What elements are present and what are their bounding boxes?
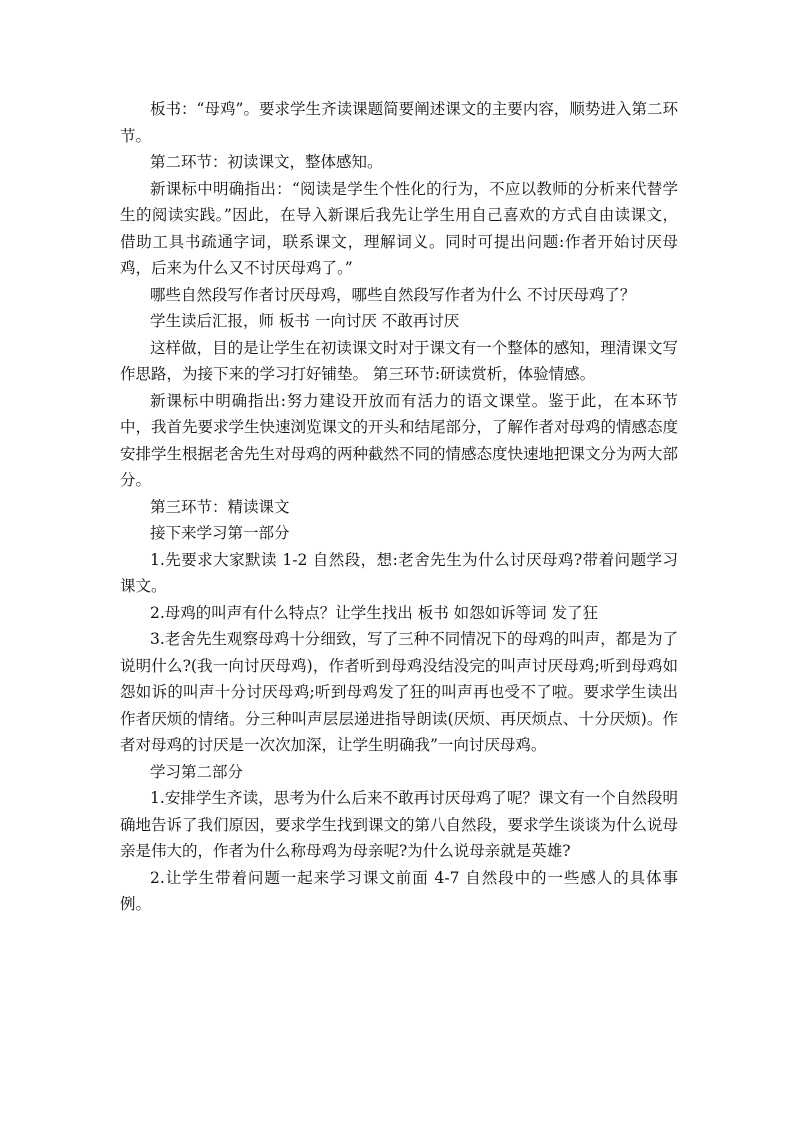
paragraph-student-report: 学生读后汇报，师 板书 一向讨厌 不敢再讨厌 [150, 312, 460, 330]
paragraph-part-two-item-1: 1.安排学生齐读，思考为什么后来不敢再讨厌母鸡了呢？课文有一个自然段明确地告诉了我们原因，要求学生找到课文的第八自然段，要求学生谈谈为什么说母亲是伟大的，作者为什么称母鸡为母亲呢?为什么说母亲就是英雄? [120, 789, 679, 860]
paragraph-part-two-heading: 学习第二部分 [150, 762, 244, 781]
paragraph-part-one-item-2: 2.母鸡的叫声有什么特点？让学生找出 板书 如怨如诉等词 发了狂 [150, 603, 599, 622]
paragraph-part-two-item-2: 2.让学生带着问题一起来学习课文前面 4-7 自然段中的一些感人的具体事例。 [120, 868, 678, 913]
paragraph-question: 哪些自然段写作者讨厌母鸡，哪些自然段写作者为什么 不讨厌母鸡了？ [150, 285, 636, 304]
paragraph-curriculum-reading: 新课标中明确指出：“阅读是学生个性化的行为，不应以教师的分析来代替学生的阅读实践。”因此，在导入新课后我先让学生用自己喜欢的方式自由读课文，借助工具书疏通字词，联系课文，理解词义。同时可提出问题:作者开始讨厌母鸡，后来为什么又不讨厌母鸡了。” [120, 179, 678, 277]
paragraph-part-one-item-3: 3.老舍先生观察母鸡十分细致，写了三种不同情况下的母鸡的叫声，都是为了说明什么?(我一向讨厌母鸡)，作者听到母鸡没结没完的叫声讨厌母鸡;听到母鸡如怨如诉的叫声十分讨厌母鸡;听到母鸡发了狂的叫声再也受不了啦。要求学生读出作者厌烦的情绪。分三种叫声层层递进指导朗读(厌烦、再厌烦点、十分厌烦)。作者对母鸡的讨厌是一次次加深，让学生明确我”一向讨厌母鸡。 [120, 630, 678, 754]
paragraph-stage-two-heading: 第二环节：初读课文，整体感知。 [150, 153, 383, 171]
document-page [120, 96, 678, 918]
paragraph-stage-three-heading: 第三环节：精读课文 [150, 497, 290, 516]
paragraph-blackboard-title: 板书：“母鸡”。要求学生齐读课题简要阐述课文的主要内容，顺势进入第二环节。 [120, 100, 678, 145]
paragraph-purpose: 这样做，目的是让学生在初读课文时对于课文有一个整体的感知，理清课文写作思路，为接下来的学习打好铺垫。 第三环节:研读赏析，体验情感。 [120, 338, 678, 383]
paragraph-part-one-item-1: 1.先要求大家默读 1-2 自然段，想:老舍先生为什么讨厌母鸡?带着问题学习课文。 [120, 550, 678, 595]
paragraph-part-one-heading: 接下来学习第一部分 [150, 524, 290, 542]
paragraph-curriculum-classroom: 新课标中明确指出:努力建设开放而有活力的语文课堂。鉴于此，在本环节中，我首先要求学生快速浏览课文的开头和结尾部分，了解作者对母鸡的情感态度安排学生根据老舍先生对母鸡的两种截然不同的情感态度快速地把课文分为两大部分。 [120, 391, 679, 489]
